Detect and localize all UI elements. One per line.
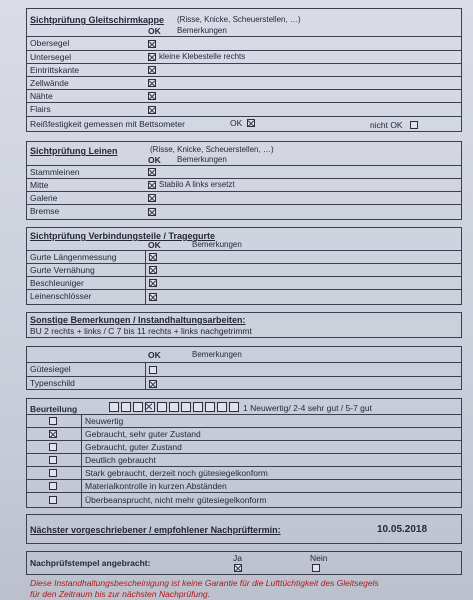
column-divider — [81, 415, 82, 427]
next-inspection-label: Nächster vorgeschriebener / empfohlener Nachprüftermin: — [30, 525, 281, 535]
canopy-section-note: (Risse, Knicke, Scheuerstellen, …) — [177, 15, 301, 24]
row-label: Gütesiegel — [30, 364, 71, 374]
seal-section — [26, 346, 462, 390]
ok-checkbox[interactable] — [149, 293, 157, 301]
row-remark: Stabilo A links ersetzt — [159, 180, 235, 189]
assessment-option — [27, 492, 461, 507]
table-row — [27, 50, 461, 63]
grade-box-10[interactable] — [217, 402, 227, 412]
ok-checkbox[interactable] — [148, 181, 156, 189]
row-label: Gurte Vernähung — [30, 265, 95, 275]
row-label: Galerie — [30, 193, 58, 203]
grade-box-1[interactable] — [109, 402, 119, 412]
table-row — [27, 376, 461, 390]
option-checkbox[interactable] — [49, 496, 57, 504]
assessment-option — [27, 466, 461, 479]
assessment-section — [26, 398, 462, 508]
option-label: Neuwertig — [85, 416, 124, 426]
row-label: Stammleinen — [30, 167, 80, 177]
risers-section-title: Sichtprüfung Verbindungsteile / Tragegurte — [30, 231, 216, 241]
column-divider — [81, 480, 82, 492]
risers-section — [26, 227, 462, 305]
table-row — [27, 191, 461, 204]
table-row — [27, 362, 461, 376]
assessment-option — [27, 479, 461, 492]
row-label: Gurte Längenmessung — [30, 252, 117, 262]
lines-remarks-header: Bemerkungen — [177, 155, 227, 164]
lines-section-note: (Risse, Knicke, Scheuerstellen, …) — [150, 145, 274, 154]
row-label: Nähte — [30, 91, 53, 101]
column-divider — [81, 428, 82, 440]
option-checkbox[interactable] — [49, 430, 57, 438]
seal-ok-header: OK — [148, 350, 161, 360]
option-checkbox[interactable] — [49, 482, 57, 490]
grade-box-7[interactable] — [181, 402, 191, 412]
lines-ok-header: OK — [148, 155, 161, 165]
next-inspection-date: 10.05.2018 — [377, 524, 428, 535]
ok-checkbox[interactable] — [148, 168, 156, 176]
column-divider — [145, 363, 146, 376]
row-label: Bremse — [30, 206, 60, 216]
next-inspection-section — [26, 514, 462, 544]
table-row — [27, 204, 461, 219]
option-checkbox[interactable] — [49, 417, 57, 425]
row-label: Flairs — [30, 104, 51, 114]
table-row — [27, 276, 461, 289]
type-plate-checkbox[interactable] — [149, 380, 157, 388]
stamp-yes-checkbox[interactable] — [234, 564, 242, 572]
table-row — [27, 178, 461, 191]
table-row — [27, 263, 461, 276]
risers-remarks-header: Bemerkungen — [192, 240, 242, 249]
assessment-option — [27, 414, 461, 427]
row-label: Eintrittskante — [30, 65, 80, 75]
ok-checkbox[interactable] — [148, 40, 156, 48]
option-checkbox[interactable] — [49, 443, 57, 451]
option-label: Stark gebraucht, derzeit noch gütesiegelkonform — [85, 468, 268, 478]
tear-strength-row — [27, 116, 461, 131]
table-row — [27, 89, 461, 102]
ok-checkbox[interactable] — [148, 53, 156, 61]
grade-box-4[interactable] — [145, 402, 155, 412]
ok-checkbox[interactable] — [149, 266, 157, 274]
row-label: Zellwände — [30, 78, 69, 88]
grade-box-8[interactable] — [193, 402, 203, 412]
stamp-section — [26, 551, 462, 575]
option-label: Gebraucht, sehr guter Zustand — [85, 429, 201, 439]
grade-box-9[interactable] — [205, 402, 215, 412]
seal-remarks-header: Bemerkungen — [192, 350, 242, 359]
grade-box-5[interactable] — [157, 402, 167, 412]
option-checkbox[interactable] — [49, 456, 57, 464]
tear-ok-checkbox[interactable] — [247, 119, 255, 127]
canopy-ok-header: OK — [148, 26, 161, 36]
canopy-section-title: Sichtprüfung Gleitschirmkappe — [30, 15, 165, 25]
ok-checkbox[interactable] — [149, 279, 157, 287]
table-row — [27, 250, 461, 263]
assessment-option — [27, 427, 461, 440]
ok-checkbox[interactable] — [148, 66, 156, 74]
ok-checkbox[interactable] — [148, 106, 156, 114]
assessment-option — [27, 440, 461, 453]
ok-checkbox[interactable] — [149, 253, 157, 261]
column-divider — [145, 277, 146, 289]
stamp-label: Nachprüfstempel angebracht: — [30, 558, 151, 568]
column-divider — [81, 441, 82, 453]
ok-checkbox[interactable] — [148, 79, 156, 87]
table-row — [27, 165, 461, 178]
tear-ok-label: OK — [230, 118, 243, 128]
lines-section-title: Sichtprüfung Leinen — [30, 146, 118, 156]
grade-scale-legend: 1 Neuwertig/ 2-4 sehr gut / 5-7 gut — [243, 403, 372, 413]
disclaimer-line-1: Diese Instandhaltungsbescheinigung ist keine Garantie für die Lufttüchtigkeit des Gleitsegels — [30, 578, 379, 588]
row-label: Typenschild — [30, 378, 75, 388]
column-divider — [145, 290, 146, 304]
tear-not-ok-checkbox[interactable] — [410, 121, 418, 129]
other-remarks-text: BU 2 rechts + links / C 7 bis 11 rechts + links nachgetrimmt — [30, 326, 252, 336]
option-checkbox[interactable] — [49, 469, 57, 477]
table-row — [27, 36, 461, 50]
ok-checkbox[interactable] — [148, 208, 156, 216]
disclaimer-line-2: für den Zeitraum bis zur nächsten Nachprüfung. — [30, 589, 211, 599]
other-remarks-section — [26, 312, 462, 338]
column-divider — [81, 493, 82, 507]
stamp-no-checkbox[interactable] — [312, 564, 320, 572]
column-divider — [145, 264, 146, 276]
grade-box-2[interactable] — [121, 402, 131, 412]
option-label: Überbeansprucht, nicht mehr gütesiegelkonform — [85, 495, 267, 505]
column-divider — [81, 467, 82, 479]
grade-box-3[interactable] — [133, 402, 143, 412]
tear-strength-label: Reißfestigkeit gemessen mit Bettsometer — [30, 119, 185, 129]
ok-checkbox[interactable] — [148, 92, 156, 100]
column-divider — [81, 454, 82, 466]
canopy-remarks-header: Bemerkungen — [177, 26, 227, 35]
table-row — [27, 63, 461, 76]
lines-section — [26, 141, 462, 220]
grade-box-11[interactable] — [229, 402, 239, 412]
table-row — [27, 102, 461, 116]
ok-checkbox[interactable] — [148, 194, 156, 202]
option-label: Gebraucht, guter Zustand — [85, 442, 182, 452]
assessment-option — [27, 453, 461, 466]
stamp-yes-label: Ja — [233, 553, 242, 563]
canopy-section — [26, 8, 462, 132]
row-remark: kleine Klebestelle rechts — [159, 52, 246, 61]
column-divider — [145, 377, 146, 390]
option-label: Materialkontrolle in kurzen Abständen — [85, 481, 227, 491]
table-row — [27, 76, 461, 89]
tear-not-ok-label: nicht OK — [370, 120, 403, 130]
risers-ok-header: OK — [148, 240, 161, 250]
seal-checkbox[interactable] — [149, 366, 157, 374]
row-label: Untersegel — [30, 52, 72, 62]
option-label: Deutlich gebraucht — [85, 455, 156, 465]
row-label: Beschleuniger — [30, 278, 84, 288]
row-label: Leinenschlösser — [30, 291, 92, 301]
other-remarks-title: Sonstige Bemerkungen / Instandhaltungsarbeiten: — [30, 315, 246, 325]
column-divider — [145, 251, 146, 263]
table-row — [27, 289, 461, 304]
grade-box-6[interactable] — [169, 402, 179, 412]
row-label: Obersegel — [30, 38, 70, 48]
assessment-title: Beurteilung — [30, 404, 78, 414]
stamp-no-label: Nein — [310, 553, 328, 563]
row-label: Mitte — [30, 180, 49, 190]
